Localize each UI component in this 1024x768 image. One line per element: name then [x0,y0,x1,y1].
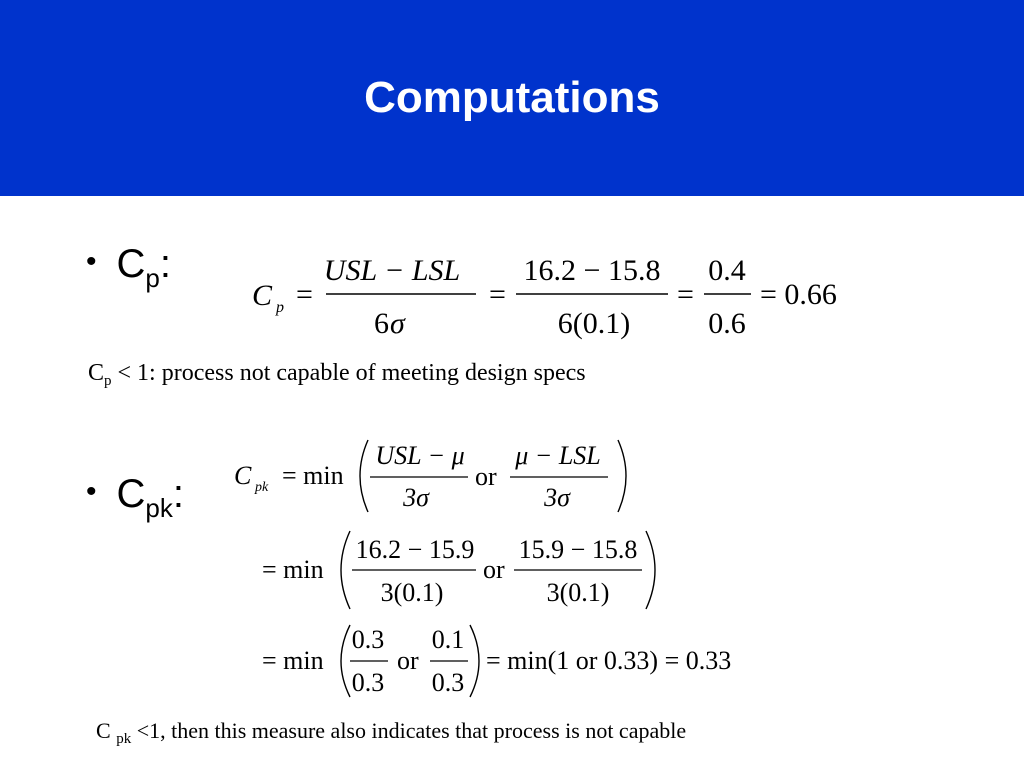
cpk-l3-right-paren [470,625,479,697]
cpk-l1-num-a: USL − μ [375,441,465,470]
cp-num-3: 0.4 [708,254,746,287]
cpk-l3-num-a: 0.3 [351,625,385,654]
cpk-l2-den-a: 3(0.1) [380,578,444,607]
bullet-cpk-subscript: pk [145,493,173,523]
cp-num-1: USL − LSL [323,254,461,287]
slide-title: Computations [364,73,660,122]
cp-den-1-var: σ [390,307,405,340]
cpk-l3-den-a: 0.3 [351,668,385,697]
cpk-equation-line-2 [262,531,655,609]
cpk-l3-den-b: 0.3 [431,668,465,697]
bullet-dot-icon: • [86,245,97,278]
cpk-note-subscript: pk [116,731,132,747]
cpk-l3-or: or [397,646,419,675]
cpk-l3-num-b: 0.1 [431,625,465,654]
cpk-l1-eq-min: = min [282,461,344,490]
cpk-l3-tail: = min(1 or 0.33) = 0.33 [486,646,732,675]
cpk-l1-right-paren [618,440,626,512]
bullet-cp-subscript: p [145,263,160,293]
cpk-l2-eq-min: = min [262,555,324,584]
bullet-cp-symbol: C [116,242,146,286]
cpk-l2-or: or [483,555,505,584]
cp-den-2: 6(0.1) [557,307,631,340]
cp-lhs-sub: p [276,299,284,316]
cpk-note-text: <1, then this measure also indicates that process is not capable [131,718,687,743]
cpk-note-symbol: C [96,718,117,743]
cp-eq-sign-1: = [296,278,313,311]
cp-note-subscript: p [104,373,112,389]
cp-result: = 0.66 [760,278,837,311]
cpk-l1-num-b: μ − LSL [515,441,601,470]
cpk-l1-left-paren [360,440,368,512]
cpk-l1-or: or [475,462,497,491]
bullet-cp-colon: : [159,242,171,286]
cpk-lhs-sub: pk [255,480,269,495]
cpk-l1-den-a: 3σ [403,483,429,512]
cpk-l3-left-paren [341,625,350,697]
bullet-cpk-symbol: C [116,472,146,516]
cp-den-3: 0.6 [708,307,746,340]
cpk-l2-left-paren [341,531,350,609]
cp-note-text: < 1: process not capable of meeting design specs [111,360,586,386]
cpk-l2-num-a: 16.2 − 15.9 [355,535,475,564]
cp-eq-sign-2: = [489,278,506,311]
cpk-l2-num-b: 15.9 − 15.8 [518,535,638,564]
cpk-l1-den-b: 3σ [544,483,570,512]
cpk-equation-line-3 [262,625,731,697]
bullet-cpk-colon: : [172,472,184,516]
cpk-l2-den-b: 3(0.1) [546,578,610,607]
cp-num-2: 16.2 − 15.8 [523,254,661,287]
cpk-equation-line-1 [234,440,626,512]
cp-note-symbol: C [88,360,105,386]
cp-lhs: C [252,279,273,312]
cp-equation [252,254,837,340]
bullet-dot-icon: • [86,475,97,508]
cp-eq-sign-3: = [677,278,694,311]
cp-den-1-coef: 6 [374,307,389,340]
cpk-l2-right-paren [646,531,655,609]
cpk-l3-eq-min: = min [262,646,324,675]
cpk-lhs: C [234,461,252,490]
